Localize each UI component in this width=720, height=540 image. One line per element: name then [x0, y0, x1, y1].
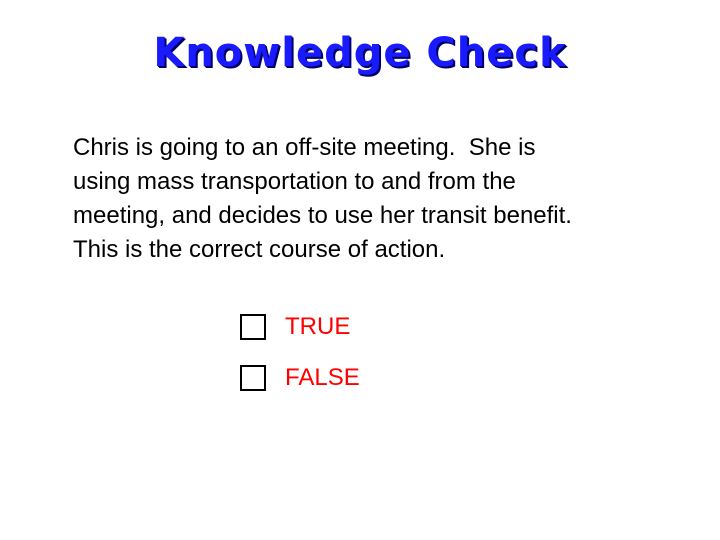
checkbox-true[interactable] — [240, 314, 266, 340]
answer-options — [240, 312, 360, 414]
question-line: This is the correct course of action. — [73, 236, 446, 263]
checkbox-false[interactable] — [240, 365, 266, 391]
option-label-true: TRUE — [285, 313, 351, 340]
page-title: Knowledge Check — [153, 30, 567, 76]
option-true[interactable] — [240, 312, 360, 342]
question-line: using mass transportation to and from the — [73, 168, 516, 195]
question-text — [73, 131, 673, 267]
option-label-false: FALSE — [285, 364, 360, 391]
question-line: Chris is going to an off-site meeting. She is — [73, 134, 536, 161]
question-line: meeting, and decides to use her transit benefit. — [73, 202, 572, 229]
option-false[interactable] — [240, 363, 360, 393]
